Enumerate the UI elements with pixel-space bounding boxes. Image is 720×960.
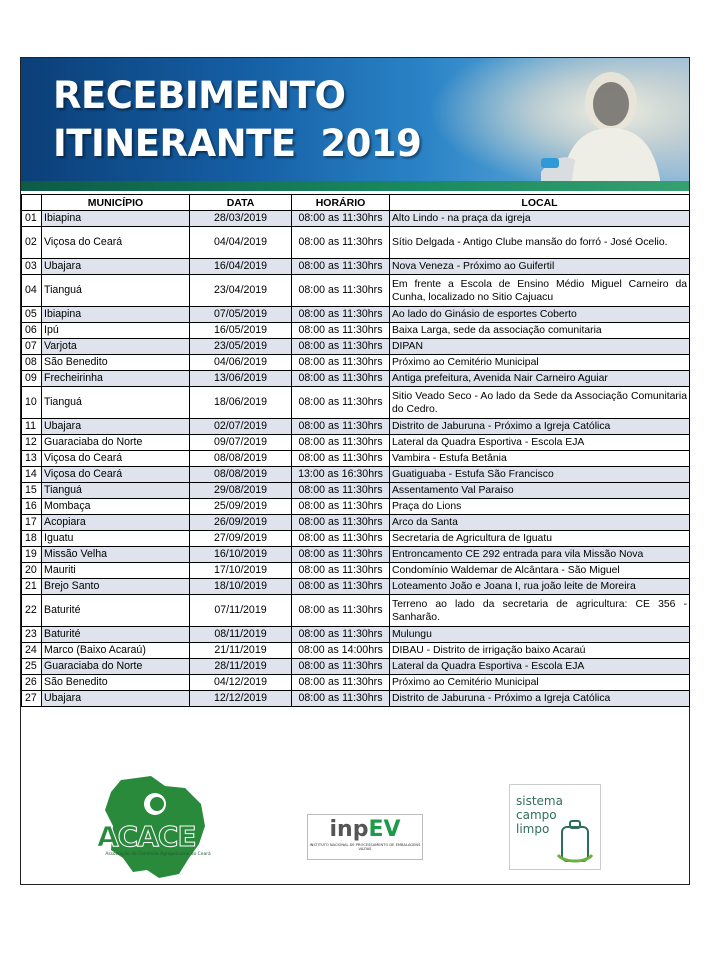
schedule-table xyxy=(21,194,690,707)
municipio-cell: Mombaça xyxy=(42,499,190,515)
banner-green-stripe xyxy=(21,181,689,191)
location-cell: Secretaria de Agricultura de Iguatu xyxy=(390,531,690,547)
municipio-cell: Baturité xyxy=(42,595,190,627)
row-number: 01 xyxy=(22,211,42,227)
location-cell: Terreno ao lado da secretaria de agricultura: CE 356 - Sanharão. xyxy=(390,595,690,627)
row-number: 04 xyxy=(22,275,42,307)
date-cell: 09/07/2019 xyxy=(190,435,292,451)
location-cell: Em frente a Escola de Ensino Médio Miguel Carneiro da Cunha, localizado no Sitio Cajuacu xyxy=(390,275,690,307)
table-row xyxy=(22,211,690,227)
beekeeper-photo xyxy=(541,62,661,186)
location-cell: Guatiguaba - Estufa São Francisco xyxy=(390,467,690,483)
inpev-suffix: EV xyxy=(368,817,401,842)
inpev-subtitle: INSTITUTO NACIONAL DE PROCESSAMENTO DE EMBALAGENS VAZIAS xyxy=(309,843,421,851)
time-cell: 08:00 as 11:30hrs xyxy=(292,387,390,419)
sponsor-logos xyxy=(21,770,689,884)
date-cell: 08/08/2019 xyxy=(190,451,292,467)
location-cell: Lateral da Quadra Esportiva - Escola EJA xyxy=(390,435,690,451)
municipio-cell: Ubajara xyxy=(42,691,190,707)
date-cell: 16/04/2019 xyxy=(190,259,292,275)
row-number: 19 xyxy=(22,547,42,563)
acace-subtitle: Associação do Comércio Agropecuário do Ceará xyxy=(105,852,211,857)
row-number: 18 xyxy=(22,531,42,547)
table-row xyxy=(22,499,690,515)
municipio-cell: São Benedito xyxy=(42,355,190,371)
location-cell: Praça do Lions xyxy=(390,499,690,515)
location-cell: Arco da Santa xyxy=(390,515,690,531)
location-cell: Sitio Veado Seco - Ao lado da Sede da Associação Comunitaria do Cedro. xyxy=(390,387,690,419)
table-row xyxy=(22,451,690,467)
table-header-row xyxy=(22,195,690,211)
municipio-cell: Ibiapina xyxy=(42,307,190,323)
municipio-cell: Baturité xyxy=(42,627,190,643)
time-cell: 08:00 as 11:30hrs xyxy=(292,691,390,707)
table-row xyxy=(22,259,690,275)
municipio-cell: Guaraciaba do Norte xyxy=(42,435,190,451)
inpev-prefix: inp xyxy=(329,817,369,842)
time-cell: 08:00 as 14:00hrs xyxy=(292,643,390,659)
table-row xyxy=(22,483,690,499)
table-row xyxy=(22,419,690,435)
row-number: 12 xyxy=(22,435,42,451)
date-cell: 29/08/2019 xyxy=(190,483,292,499)
location-cell: Vambira - Estufa Betânia xyxy=(390,451,690,467)
table-row xyxy=(22,467,690,483)
time-cell: 08:00 as 11:30hrs xyxy=(292,563,390,579)
table-row xyxy=(22,627,690,643)
row-number: 24 xyxy=(22,643,42,659)
date-cell: 07/11/2019 xyxy=(190,595,292,627)
row-number: 07 xyxy=(22,339,42,355)
municipio-cell: Mauriti xyxy=(42,563,190,579)
table-row xyxy=(22,387,690,419)
location-cell: DIPAN xyxy=(390,339,690,355)
row-number: 22 xyxy=(22,595,42,627)
table-row xyxy=(22,355,690,371)
location-cell: Loteamento João e Joana I, rua joão leite de Moreira xyxy=(390,579,690,595)
table-row xyxy=(22,323,690,339)
time-cell: 08:00 as 11:30hrs xyxy=(292,483,390,499)
date-cell: 25/09/2019 xyxy=(190,499,292,515)
time-cell: 08:00 as 11:30hrs xyxy=(292,227,390,259)
row-number: 06 xyxy=(22,323,42,339)
municipio-cell: Guaraciaba do Norte xyxy=(42,659,190,675)
date-cell: 26/09/2019 xyxy=(190,515,292,531)
time-cell: 08:00 as 11:30hrs xyxy=(292,259,390,275)
time-cell: 08:00 as 11:30hrs xyxy=(292,531,390,547)
date-cell: 07/05/2019 xyxy=(190,307,292,323)
municipio-cell: Ubajara xyxy=(42,259,190,275)
date-cell: 04/12/2019 xyxy=(190,675,292,691)
time-cell: 08:00 as 11:30hrs xyxy=(292,339,390,355)
date-cell: 28/11/2019 xyxy=(190,659,292,675)
municipio-cell: Viçosa do Ceará xyxy=(42,227,190,259)
time-cell: 08:00 as 11:30hrs xyxy=(292,211,390,227)
location-cell: Lateral da Quadra Esportiva - Escola EJA xyxy=(390,659,690,675)
row-number: 20 xyxy=(22,563,42,579)
row-number: 26 xyxy=(22,675,42,691)
date-cell: 16/10/2019 xyxy=(190,547,292,563)
row-number: 25 xyxy=(22,659,42,675)
date-cell: 16/05/2019 xyxy=(190,323,292,339)
table-row xyxy=(22,339,690,355)
scl-line1: sistema xyxy=(516,794,563,808)
header-num xyxy=(22,195,42,211)
location-cell: Entroncamento CE 292 entrada para vila Missão Nova xyxy=(390,547,690,563)
date-cell: 18/06/2019 xyxy=(190,387,292,419)
row-number: 05 xyxy=(22,307,42,323)
header-municipio: MUNICÍPIO xyxy=(42,195,190,211)
date-cell: 12/12/2019 xyxy=(190,691,292,707)
time-cell: 08:00 as 11:30hrs xyxy=(292,371,390,387)
row-number: 08 xyxy=(22,355,42,371)
time-cell: 08:00 as 11:30hrs xyxy=(292,627,390,643)
municipio-cell: Brejo Santo xyxy=(42,579,190,595)
date-cell: 13/06/2019 xyxy=(190,371,292,387)
container-drum-icon xyxy=(554,819,596,865)
time-cell: 08:00 as 11:30hrs xyxy=(292,515,390,531)
date-cell: 08/11/2019 xyxy=(190,627,292,643)
table-row xyxy=(22,563,690,579)
time-cell: 08:00 as 11:30hrs xyxy=(292,595,390,627)
location-cell: Alto Lindo - na praça da igreja xyxy=(390,211,690,227)
schedule-sheet xyxy=(20,57,690,885)
row-number: 09 xyxy=(22,371,42,387)
table-row xyxy=(22,659,690,675)
date-cell: 04/04/2019 xyxy=(190,227,292,259)
date-cell: 23/05/2019 xyxy=(190,339,292,355)
acace-logo xyxy=(93,774,218,880)
municipio-cell: Tianguá xyxy=(42,387,190,419)
location-cell: Próximo ao Cemitério Municipal xyxy=(390,355,690,371)
header-data: DATA xyxy=(190,195,292,211)
date-cell: 28/03/2019 xyxy=(190,211,292,227)
date-cell: 02/07/2019 xyxy=(190,419,292,435)
time-cell: 08:00 as 11:30hrs xyxy=(292,579,390,595)
time-cell: 08:00 as 11:30hrs xyxy=(292,275,390,307)
municipio-cell: Tianguá xyxy=(42,275,190,307)
time-cell: 08:00 as 11:30hrs xyxy=(292,499,390,515)
date-cell: 08/08/2019 xyxy=(190,467,292,483)
municipio-cell: Frecheirinha xyxy=(42,371,190,387)
municipio-cell: Acopiara xyxy=(42,515,190,531)
table-row xyxy=(22,275,690,307)
row-number: 10 xyxy=(22,387,42,419)
municipio-cell: Iguatu xyxy=(42,531,190,547)
time-cell: 08:00 as 11:30hrs xyxy=(292,675,390,691)
date-cell: 21/11/2019 xyxy=(190,643,292,659)
date-cell: 17/10/2019 xyxy=(190,563,292,579)
row-number: 16 xyxy=(22,499,42,515)
scl-line2: campo xyxy=(516,808,557,822)
row-number: 27 xyxy=(22,691,42,707)
municipio-cell: Ipú xyxy=(42,323,190,339)
location-cell: Distrito de Jaburuna - Próximo a Igreja Católica xyxy=(390,419,690,435)
time-cell: 08:00 as 11:30hrs xyxy=(292,307,390,323)
table-row xyxy=(22,435,690,451)
time-cell: 08:00 as 11:30hrs xyxy=(292,547,390,563)
location-cell: Distrito de Jaburuna - Próximo a Igreja Católica xyxy=(390,691,690,707)
municipio-cell: Tianguá xyxy=(42,483,190,499)
table-row xyxy=(22,547,690,563)
table-row xyxy=(22,691,690,707)
date-cell: 04/06/2019 xyxy=(190,355,292,371)
location-cell: Nova Veneza - Próximo ao Guifertil xyxy=(390,259,690,275)
date-cell: 27/09/2019 xyxy=(190,531,292,547)
table-row xyxy=(22,643,690,659)
table-row xyxy=(22,595,690,627)
table-row xyxy=(22,531,690,547)
time-cell: 08:00 as 11:30hrs xyxy=(292,355,390,371)
location-cell: Condomínio Waldemar de Alcântara - São Miguel xyxy=(390,563,690,579)
municipio-cell: Ubajara xyxy=(42,419,190,435)
row-number: 14 xyxy=(22,467,42,483)
row-number: 21 xyxy=(22,579,42,595)
location-cell: Ao lado do Ginásio de esportes Coberto xyxy=(390,307,690,323)
time-cell: 08:00 as 11:30hrs xyxy=(292,435,390,451)
location-cell: DIBAU - Distrito de irrigação baixo Acaraú xyxy=(390,643,690,659)
row-number: 11 xyxy=(22,419,42,435)
time-cell: 08:00 as 11:30hrs xyxy=(292,451,390,467)
municipio-cell: Ibiapina xyxy=(42,211,190,227)
table-row xyxy=(22,515,690,531)
table-row xyxy=(22,307,690,323)
location-cell: Mulungu xyxy=(390,627,690,643)
row-number: 15 xyxy=(22,483,42,499)
table-row xyxy=(22,227,690,259)
scl-line3: limpo xyxy=(516,822,550,836)
row-number: 02 xyxy=(22,227,42,259)
municipio-cell: Varjota xyxy=(42,339,190,355)
row-number: 23 xyxy=(22,627,42,643)
table-row xyxy=(22,579,690,595)
date-cell: 23/04/2019 xyxy=(190,275,292,307)
acace-wordmark: ACACE xyxy=(97,820,196,853)
sistema-campo-limpo-logo xyxy=(509,784,601,870)
location-cell: Antiga prefeitura, Avenida Nair Carneiro Aguiar xyxy=(390,371,690,387)
row-number: 13 xyxy=(22,451,42,467)
municipio-cell: Missão Velha xyxy=(42,547,190,563)
time-cell: 08:00 as 11:30hrs xyxy=(292,659,390,675)
header-banner xyxy=(21,58,689,191)
time-cell: 13:00 as 16:30hrs xyxy=(292,467,390,483)
location-cell: Assentamento Val Paraiso xyxy=(390,483,690,499)
row-number: 03 xyxy=(22,259,42,275)
inpev-logo xyxy=(307,814,423,860)
municipio-cell: Viçosa do Ceará xyxy=(42,467,190,483)
municipio-cell: São Benedito xyxy=(42,675,190,691)
location-cell: Baixa Larga, sede da associação comunitaria xyxy=(390,323,690,339)
table-row xyxy=(22,675,690,691)
page-title: RECEBIMENTO ITINERANTE 2019 xyxy=(53,74,422,165)
table-row xyxy=(22,371,690,387)
time-cell: 08:00 as 11:30hrs xyxy=(292,419,390,435)
row-number: 17 xyxy=(22,515,42,531)
header-horario: HORÁRIO xyxy=(292,195,390,211)
location-cell: Próximo ao Cemitério Municipal xyxy=(390,675,690,691)
location-cell: Sítio Delgada - Antigo Clube mansão do forró - José Ocelio. xyxy=(390,227,690,259)
time-cell: 08:00 as 11:30hrs xyxy=(292,323,390,339)
date-cell: 18/10/2019 xyxy=(190,579,292,595)
municipio-cell: Viçosa do Ceará xyxy=(42,451,190,467)
header-local: LOCAL xyxy=(390,195,690,211)
municipio-cell: Marco (Baixo Acaraú) xyxy=(42,643,190,659)
